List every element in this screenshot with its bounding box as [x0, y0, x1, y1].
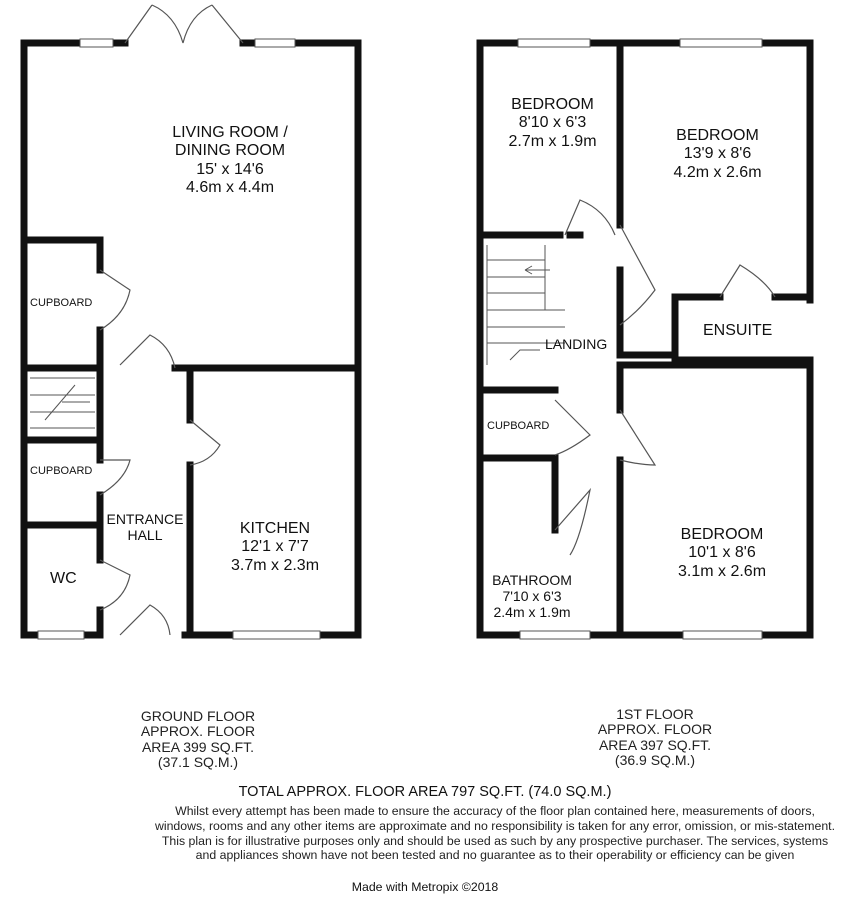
hall-name: HALL: [127, 527, 163, 544]
kitchen-name: KITCHEN: [239, 520, 311, 537]
entrance-hall-label: [102, 511, 188, 543]
first-floor-title: 1ST FLOOR: [616, 706, 694, 722]
entrance-name: ENTRANCE: [106, 511, 184, 527]
first-floor-cupboard-label: CUPBOARD: [487, 420, 550, 432]
bedroom-3-imperial: 10'1 x 8'6: [688, 544, 756, 562]
kitchen-metric: 3.7m x 2.3m: [230, 556, 320, 574]
bathroom-imperial: 7'10 x 6'3: [502, 588, 562, 605]
landing-label: LANDING: [545, 336, 608, 352]
ground-floor-area: [118, 709, 278, 771]
total-floor-area: TOTAL APPROX. FLOOR AREA 797 SQ.FT. (74.0 SQ.M.): [238, 784, 612, 800]
bathroom-name: BATHROOM: [492, 572, 572, 588]
ensuite-label: ENSUITE: [703, 322, 773, 339]
first-floor-area: [575, 707, 735, 769]
bedroom-small-name: BEDROOM: [511, 96, 594, 113]
ground-floor-approx: APPROX. FLOOR: [140, 723, 256, 740]
bedroom-small-metric: 2.7m x 1.9m: [508, 132, 597, 150]
bedroom-main-imperial: 13'9 x 8'6: [683, 145, 752, 163]
bedroom-3-metric: 3.1m x 2.6m: [677, 562, 767, 580]
disclaimer-text: Whilst every attempt has been made to ensure the accuracy of the floor plan contained here, measurements of doors, windows, rooms and any other items are approximate and no responsibility is taken for any error, omission, or mis-statement. This plan is for illustrative purposes only and should be used as such by any prospective purchaser. The services, systems and appliances shown have not been tested and no guarantee as to their operability or efficiency can be given: [154, 804, 836, 863]
first-floor-sqm: (36.9 SQ.M.): [614, 752, 696, 769]
bathroom-metric: 2.4m x 1.9m: [493, 604, 571, 621]
living-room-name: LIVING ROOM /: [172, 124, 288, 141]
bedroom-main-metric: 4.2m x 2.6m: [673, 163, 762, 181]
cupboard-label-2: CUPBOARD: [30, 465, 93, 477]
bedroom-3-name: BEDROOM: [680, 526, 764, 543]
cupboard-label-1: CUPBOARD: [30, 297, 93, 309]
first-floor-sqft: AREA 397 SQ.FT.: [598, 736, 712, 753]
living-room-metric: 4.6m x 4.4m: [185, 179, 275, 197]
ground-floor-stairs: [30, 378, 95, 428]
bedroom-main-name: BEDROOM: [676, 127, 759, 144]
ground-floor-title: GROUND FLOOR: [140, 708, 256, 724]
first-floor-approx: APPROX. FLOOR: [597, 721, 713, 738]
bedroom-main-label: [650, 127, 785, 182]
living-dining-room-label: [155, 124, 305, 198]
bedroom-small-imperial: 8'10 x 6'3: [518, 114, 587, 132]
first-floor-doors: [555, 200, 775, 555]
ground-floor-sqm: (37.1 SQ.M.): [157, 754, 239, 771]
ground-floor-sqft: AREA 399 SQ.FT.: [141, 738, 255, 755]
bedroom-small-label: [495, 96, 610, 151]
bathroom-label: [484, 572, 580, 620]
bedroom-3-label: [652, 526, 792, 581]
kitchen-imperial: 12'1 x 7'7: [241, 538, 309, 556]
credit-text: Made with Metropix ©2018: [351, 880, 499, 894]
dining-room-name: DINING ROOM: [174, 142, 286, 160]
kitchen-label: [205, 520, 345, 575]
living-room-imperial: 15' x 14'6: [196, 160, 264, 178]
wc-label: WC: [50, 570, 77, 587]
